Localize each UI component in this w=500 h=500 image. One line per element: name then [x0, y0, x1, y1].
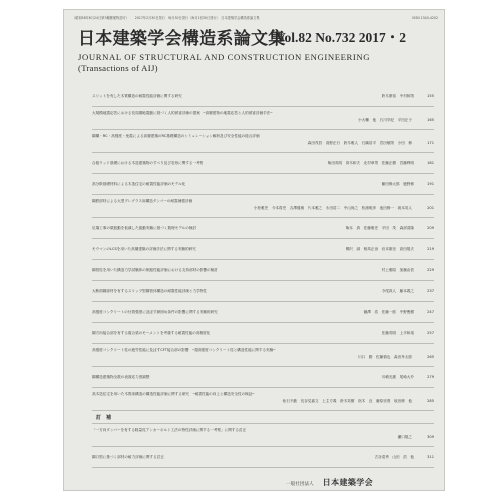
toc-entry-title: 高強度コンクリート柱の疲労性能に及ぼすCFT接合部の影響 ─超高強度コンクリート柱と構造性能に関する実験─: [92, 348, 276, 352]
toc-entry-authors: 藤澤 浩 佐藤一郎 中野俊樹: [363, 310, 414, 314]
publisher-prefix: 一般社団法人: [286, 482, 314, 487]
toc-entry-authors: 川嶋光憲 尾崎大介: [381, 375, 414, 379]
toc-entry-page: 237: [427, 289, 434, 293]
toc-entry-page: 181: [427, 161, 434, 165]
toc-entry-page: 265: [427, 355, 434, 359]
toc-entry-page: 209: [427, 226, 434, 230]
toc-entry-authors: 柴本 真 佐藤雅史 平田 茂 森部清隆: [345, 226, 414, 230]
toc-entry-page: 285: [427, 399, 434, 403]
publication-info: [72, 16, 438, 20]
toc-entry-authors: 小大輔 他 石川早紀 平田正子: [358, 118, 412, 122]
publication-info-middle: 2017年2月30日発行 毎月30日発行（毎月1回30日発行） 日本建築学会構造系論文集: [134, 16, 260, 20]
toc-entry-title: 高木造住宅を用いた木質床構造の構造性能評価に関する研究 ─耐震性能の向上と構造安全性の検証─: [92, 392, 255, 396]
toc-entry: [92, 344, 434, 367]
toc-entry-page: 257: [427, 331, 434, 335]
toc-entry-authors: 柳沢 誠 相馬正治 岩本雄至 高田規夫: [345, 247, 414, 251]
toc-entry: [92, 239, 434, 260]
toc-entry-authors: 瀬口規之: [397, 435, 412, 439]
toc-entry: [92, 86, 434, 107]
volume-number: Vol.82 No.732 2017・2: [276, 30, 407, 45]
toc-entry-authors: 藤田修太郎 鹿野修: [381, 182, 414, 186]
toc-entry-page: 191: [427, 182, 434, 186]
toc-entry-title: 合板ウッド基礎における木造建築物のすべり及び変形に関する一考察: [92, 161, 204, 165]
toc-entry: [92, 281, 434, 302]
toc-entry-title: モウマンのLCSを用いた高層建築の評価手法に関する実験的研究: [92, 247, 196, 251]
toc-entry-authors: 柴田英明 髙木和夫 北村章男 佐藤正樹 宮藤利明: [327, 161, 414, 165]
toc-entry-authors: 村上雅昭 加藤由依: [381, 268, 414, 272]
toc-entry-authors: 鈴木康裕 中村和則: [381, 94, 414, 98]
section-heading-label: 訂 補: [96, 415, 112, 421]
section-heading: [92, 411, 434, 424]
toc-entry-authors: 小松雅史 今本将史 吉澤健朗 片本雅之 永田浩二 中山尚之 松浦明彦 池田修一 坂本英人: [253, 206, 412, 210]
toc-entry-page: 171: [427, 141, 434, 145]
toc-entry: [92, 302, 434, 323]
toc-entry-title: 大断面鋼部材を有するスリップ型鋼管体構造の耐震性能評価と力学特性: [92, 289, 207, 293]
toc-entry: [92, 424, 434, 447]
publisher-name: 日本建築学会: [322, 478, 374, 487]
journal-cover: [64, 10, 444, 490]
toc-entry-authors: 川口 勤 佐藤慎也 森田孝太郎: [358, 355, 412, 359]
toc-entry-authors: 森田茂昌 高野正行 鈴木雅人 石橋浩平 宮田敏則 小田 修: [307, 141, 412, 145]
toc-entry-title: 鋼構・RC・高強度・免震による高層建築のRC基礎構造のシミュレーション解析及び安全性能の総合評価: [92, 134, 260, 138]
toc-entry-title: 足場工事の微振動を低減した振動実験に基づく数理モデルの検討: [92, 226, 197, 230]
toc-entry-page: 247: [427, 310, 434, 314]
toc-entry-title: 鋼鉄部材による大型プレグラス床構造ダンパーの耐震補強評価: [92, 199, 193, 203]
toc-entry-title: 高分散基礎材料による木造住宅の耐震性能評価のモデル化: [92, 182, 186, 186]
toc-entry: [92, 367, 434, 388]
toc-entry: [92, 218, 434, 239]
journal-subtitle-en: (Transactions of AIJ): [78, 63, 158, 73]
toc-entry: [92, 107, 434, 130]
toc-entry-title: 大規模地震応答における長周期地震動に基づく人的被害評価の提案 ─高層建物の地震応答と人的被害評価手法─: [92, 111, 273, 115]
toc-entry-page: 311: [427, 455, 434, 459]
toc-entry: [92, 388, 434, 411]
toc-entry-page: 309: [427, 435, 434, 439]
toc-entry-page: 165: [427, 118, 434, 122]
toc-entry-authors: 古谷清秀 山田 浩 他: [374, 455, 414, 459]
toc-entry: [92, 447, 434, 468]
toc-entry-title: 「一方向ダンパーを有する軽量柱アンカーボルト工法の特性評価に関する一考察」に関する訂正: [92, 428, 247, 432]
toc-entry-page: 229: [427, 268, 434, 272]
toc-entry: [92, 195, 434, 218]
toc-entry: [92, 260, 434, 281]
toc-entry: [92, 174, 434, 195]
toc-entry: [92, 323, 434, 344]
toc-entry-title: 鋼構造建築物全数の表面応力度調整: [92, 375, 150, 379]
issn: ISSN 1340-4202: [412, 16, 438, 20]
toc-entry-authors: 佐藤英明 上平和哉: [381, 331, 414, 335]
journal-header: [78, 24, 436, 73]
toc-entry-title: 高強度コンクリートの付着強度に及ぼす締固め条件の影響に関する実験的研究: [92, 310, 218, 314]
toc-entry: [92, 130, 434, 153]
toc-entry-authors: 今尾真人 藤本義之: [381, 289, 414, 293]
toc-entry-title: スリットを有した木質構造の耐震性能評価に関する研究: [92, 94, 182, 98]
toc-entry-page: 201: [427, 206, 434, 210]
toc-entry-page: 279: [427, 375, 434, 379]
publication-info-left: （昭和58年6月24日第3種郵便物認可）: [72, 16, 129, 20]
toc-entry-page: 219: [427, 247, 434, 251]
journal-title-en: JOURNAL OF STRUCTURAL AND CONSTRUCTION ENGINEERING: [78, 52, 371, 62]
journal-title-jp: 日本建築学会構造系論文集: [78, 29, 286, 49]
toc-entry-page: 155: [427, 94, 434, 98]
toc-entry-title: 鋼方向接合部を有する複合梁のモーメントを考慮する耐震性能の高精度化: [92, 331, 211, 335]
toc-entry-title: 鋼管柱を用いた構造力学試験体の制振性能評価における支持部材の影響の検討: [92, 268, 218, 272]
table-of-contents: [92, 86, 434, 468]
publisher: [286, 470, 373, 489]
toc-entry: [92, 153, 434, 174]
toc-entry-title: 鋼口型に基づく部材の耐力評価に関する訂正: [92, 455, 164, 459]
toc-entry-authors: 仙石不動 長谷見嘉文 上主方義 鈴木英樹 宿木 良 藤原崇貴 坂田修 他: [282, 399, 412, 403]
